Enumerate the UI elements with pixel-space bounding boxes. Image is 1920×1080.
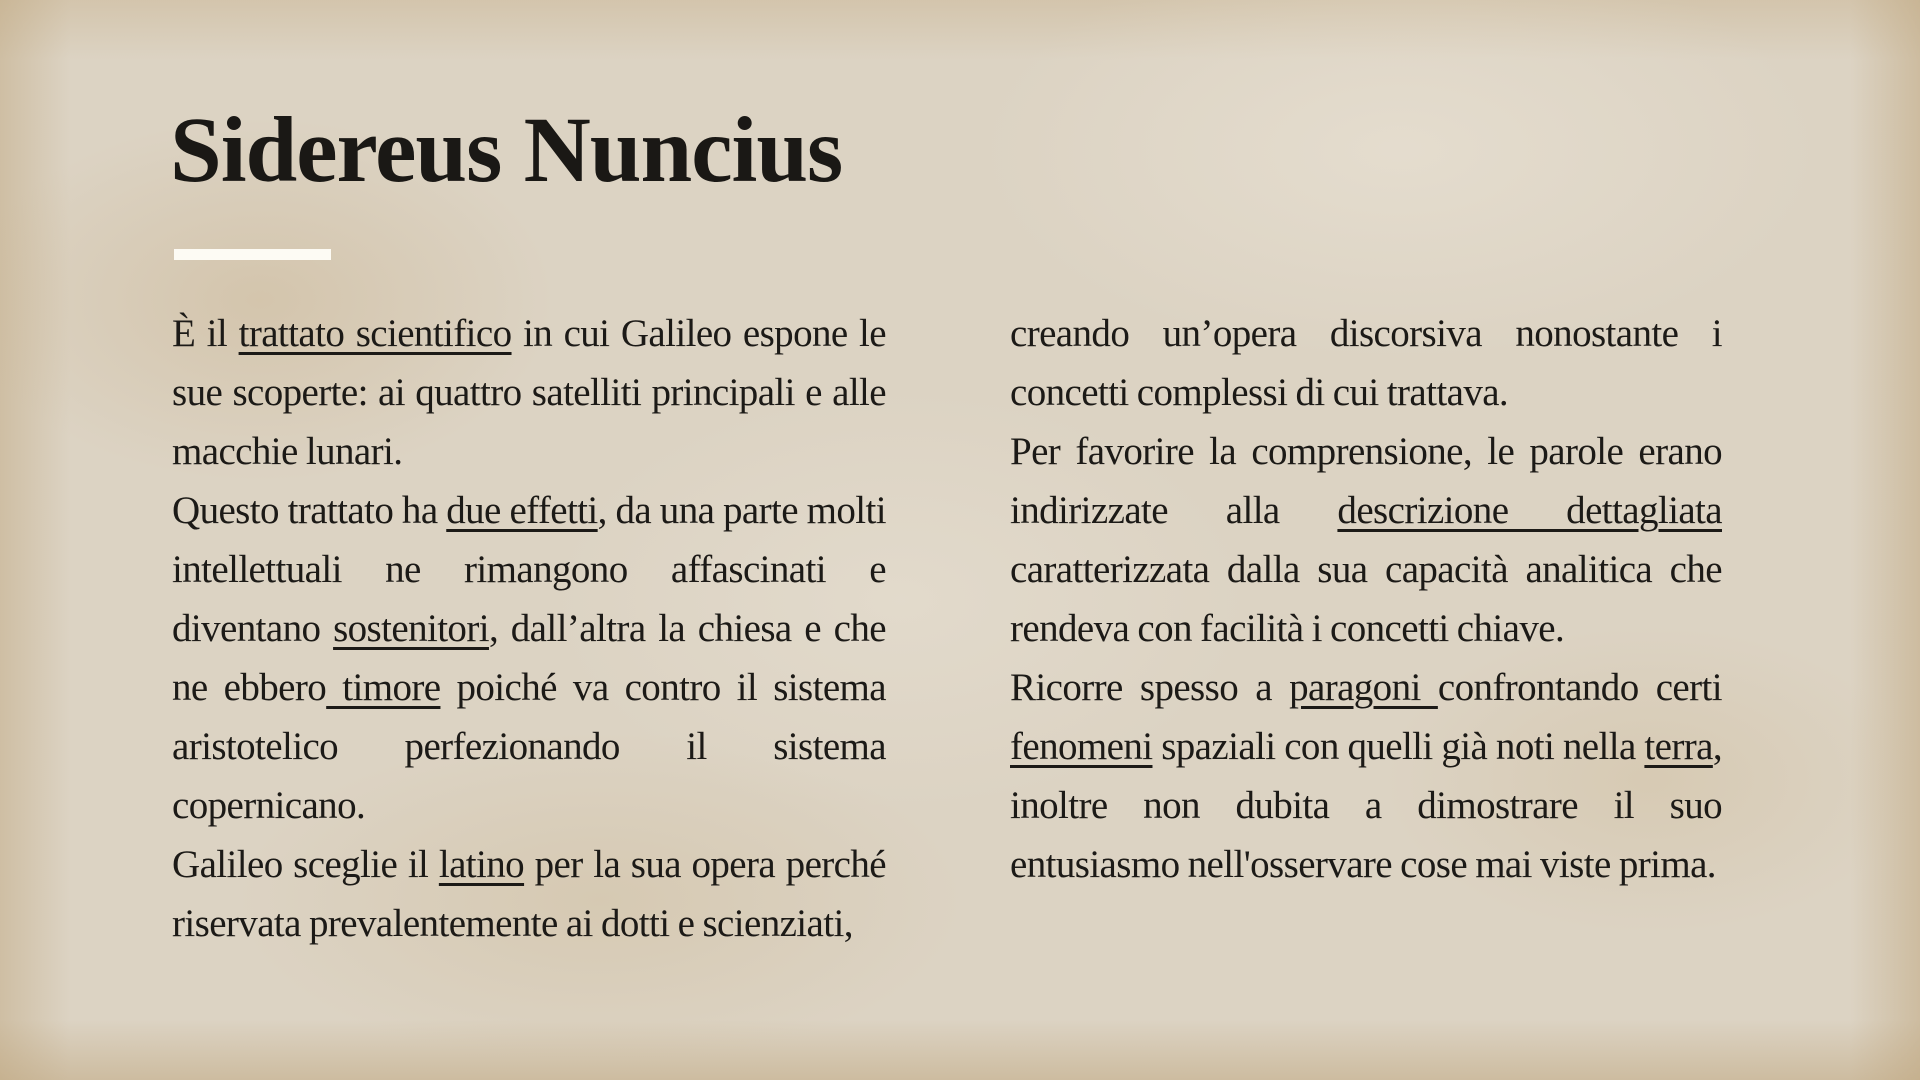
underlined-keyword: due effetti bbox=[446, 489, 598, 532]
text-segment: per la sua opera perché riservata prevalentemente ai dotti e scienziati, bbox=[172, 843, 886, 945]
text-segment: , da una parte molti intellettuali ne rimangono affascinati e diventano bbox=[172, 489, 886, 650]
paragraph-intro bbox=[172, 304, 886, 481]
text-segment: in cui Galileo espone le sue scoperte: ai quattro satelliti principali e alle macchie lunari. bbox=[172, 312, 886, 473]
text-segment: Ricorre spesso a bbox=[1010, 666, 1290, 709]
right-text-column bbox=[1010, 304, 1722, 894]
paragraph-latin bbox=[172, 835, 886, 953]
underlined-keyword: trattato scientifico bbox=[238, 312, 512, 355]
text-segment: Per favorire la comprensione, le parole erano indirizzate alla bbox=[1010, 430, 1722, 532]
text-segment: , inoltre non dubita a dimostrare il suo entusiasmo nell'osservare cose mai viste prima. bbox=[1010, 725, 1722, 886]
text-segment: creando un’opera discorsiva nonostante i concetti complessi di cui trattava. bbox=[1010, 312, 1722, 414]
paragraph-comparisons bbox=[1010, 658, 1722, 894]
underlined-keyword: fenomeni bbox=[1010, 725, 1153, 768]
text-segment: caratterizzata dalla sua capacità analitica che rendeva con facilità i concetti chiave. bbox=[1010, 548, 1722, 650]
underlined-keyword: sostenitori bbox=[333, 607, 489, 650]
paragraph-discursive bbox=[1010, 304, 1722, 422]
underlined-keyword: terra bbox=[1644, 725, 1713, 768]
paragraph-comprehension bbox=[1010, 422, 1722, 658]
left-text-column bbox=[172, 304, 886, 953]
text-segment: Questo trattato ha bbox=[172, 489, 447, 532]
underlined-keyword: timore bbox=[326, 666, 441, 709]
text-segment: , dall’altra la chiesa e che ne ebbero bbox=[172, 607, 886, 709]
text-segment: spaziali con quelli già noti nella bbox=[1152, 725, 1645, 768]
text-segment: confrontando certi bbox=[1437, 666, 1722, 709]
underlined-keyword: descrizione dettagliata bbox=[1337, 489, 1722, 532]
text-segment: poiché va contro il sistema aristotelico perfezionando il sistema copernicano. bbox=[172, 666, 886, 827]
underlined-keyword: paragoni bbox=[1289, 666, 1438, 709]
title-underline-rule bbox=[174, 249, 331, 260]
text-segment: Galileo sceglie il bbox=[172, 843, 439, 886]
slide-title: Sidereus Nuncius bbox=[170, 99, 843, 202]
paragraph-effects bbox=[172, 481, 886, 835]
underlined-keyword: latino bbox=[438, 843, 525, 886]
text-segment: È il bbox=[172, 312, 239, 355]
